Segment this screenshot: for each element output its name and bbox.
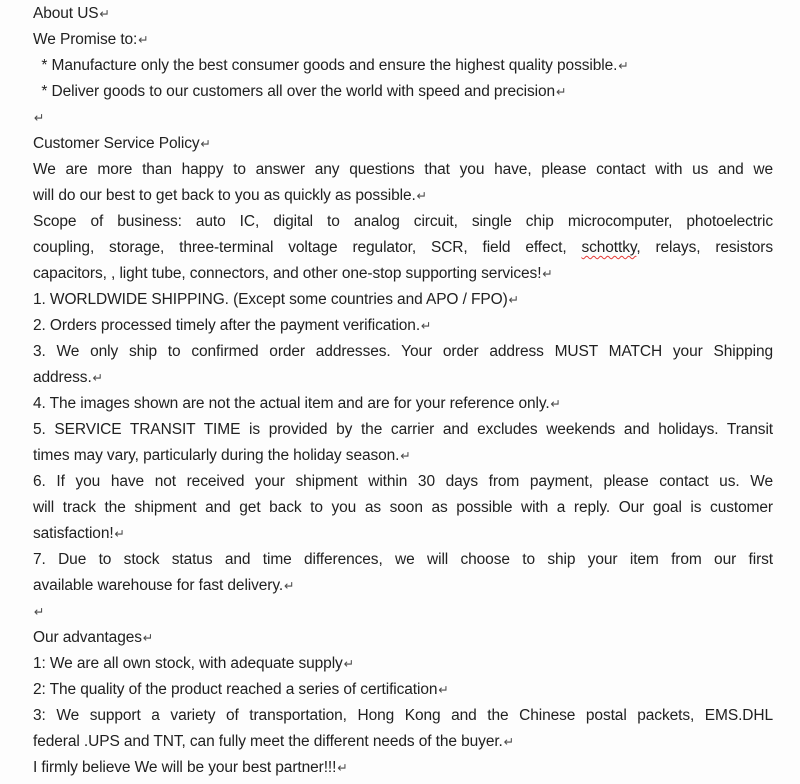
paragraph: [33, 1, 773, 27]
text-run: satisfaction!: [33, 525, 114, 542]
text-run: 1. WORLDWIDE SHIPPING. (Except some countries and APO / FPO): [33, 291, 508, 308]
paragraph-mark-icon: ↵: [400, 448, 411, 463]
text-run: Our advantages: [33, 629, 142, 646]
text-run: Customer Service Policy: [33, 135, 200, 152]
paragraph: [33, 287, 773, 313]
paragraph-mark-icon: ↵: [556, 84, 567, 99]
paragraph-mark-icon: ↵: [550, 396, 562, 411]
text-line: [33, 729, 773, 755]
misspelled-word: schottky: [581, 239, 637, 256]
text-line: [33, 27, 773, 53]
paragraph: [33, 417, 773, 469]
text-run: 6. If you have not received your shipment within 30 days from payment, please contact us. We: [33, 473, 773, 490]
text-run: * Deliver goods to our customers all over the world with speed and precision: [33, 83, 556, 100]
paragraph: [33, 625, 773, 651]
text-line: [33, 339, 773, 365]
text-line: [33, 261, 773, 287]
text-line: [33, 755, 773, 781]
paragraph: [33, 131, 773, 157]
paragraph: [33, 469, 773, 547]
paragraph-mark-icon: ↵: [200, 136, 212, 151]
text-run: About US: [33, 5, 99, 22]
text-line: [33, 1, 773, 27]
text-line: [33, 79, 773, 105]
paragraph-mark-icon: ↵: [99, 6, 111, 21]
text-line: [33, 183, 773, 209]
text-run: , relays, resistors: [636, 239, 773, 256]
text-run: times may vary, particularly during the holiday season.: [33, 447, 400, 464]
text-run: 1: We are all own stock, with adequate supply: [33, 655, 343, 672]
paragraph-mark-icon: ↵: [416, 188, 428, 203]
paragraph-mark-icon: ↵: [343, 656, 355, 671]
text-run: 4. The images shown are not the actual item and are for your reference only.: [33, 395, 550, 412]
text-run: available warehouse for fast delivery.: [33, 577, 284, 594]
paragraph-mark-icon: ↵: [34, 604, 45, 619]
paragraph: [33, 157, 773, 209]
text-run: I firmly believe We will be your best partner!!!: [33, 759, 337, 776]
text-line: [33, 391, 773, 417]
text-line: [33, 599, 773, 625]
paragraph-mark-icon: ↵: [508, 292, 520, 307]
text-run: We Promise to:: [33, 31, 138, 48]
paragraph-mark-icon: ↵: [138, 32, 149, 47]
paragraph-mark-icon: ↵: [503, 734, 515, 749]
text-line: [33, 651, 773, 677]
paragraph: [33, 651, 773, 677]
paragraph-mark-icon: ↵: [114, 526, 126, 541]
text-line: [33, 521, 773, 547]
text-line: [33, 105, 773, 131]
paragraph-mark-icon: ↵: [438, 682, 449, 697]
paragraph: [33, 677, 773, 703]
paragraph-mark-icon: ↵: [618, 58, 629, 73]
paragraph: [33, 53, 773, 79]
text-run: federal .UPS and TNT, can fully meet the different needs of the buyer.: [33, 733, 503, 750]
text-line: [33, 235, 773, 261]
text-run: address.: [33, 369, 92, 386]
paragraph: [33, 755, 773, 781]
text-line: [33, 209, 773, 235]
text-line: [33, 53, 773, 79]
paragraph: [33, 339, 773, 391]
paragraph-mark-icon: ↵: [542, 266, 553, 281]
paragraph-mark-icon: ↵: [34, 110, 45, 125]
text-run: Scope of business: auto IC, digital to analog circuit, single chip microcomputer, photoelectric: [33, 213, 773, 230]
paragraph: [33, 391, 773, 417]
paragraph: [33, 209, 773, 287]
text-line: [33, 443, 773, 469]
text-run: 3: We support a variety of transportation, Hong Kong and the Chinese postal packets, EMS.DHL: [33, 707, 773, 724]
text-run: will track the shipment and get back to you as soon as possible with a reply. Our goal is customer: [33, 499, 773, 516]
text-run: We are more than happy to answer any questions that you have, please contact with us and we: [33, 161, 773, 178]
text-run: capacitors, , light tube, connectors, and other one-stop supporting services!: [33, 265, 542, 282]
text-run: * Manufacture only the best consumer goods and ensure the highest quality possible.: [33, 57, 618, 74]
text-line: [33, 625, 773, 651]
text-line: [33, 495, 773, 521]
paragraph: [33, 79, 773, 105]
text-line: [33, 157, 773, 183]
paragraph-mark-icon: ↵: [337, 760, 348, 775]
text-run: 3. We only ship to confirmed order addresses. Your order address MUST MATCH your Shipping: [33, 343, 773, 360]
paragraph: [33, 105, 773, 131]
text-line: [33, 573, 773, 599]
text-run: 2. Orders processed timely after the payment verification.: [33, 317, 421, 334]
text-line: [33, 313, 773, 339]
text-line: [33, 677, 773, 703]
text-line: [33, 365, 773, 391]
text-line: [33, 547, 773, 573]
paragraph: [33, 599, 773, 625]
paragraph: [33, 313, 773, 339]
text-run: 7. Due to stock status and time differences, we will choose to ship your item from our first: [33, 551, 773, 568]
text-line: [33, 417, 773, 443]
text-run: will do our best to get back to you as quickly as possible.: [33, 187, 416, 204]
paragraph: [33, 703, 773, 755]
text-line: [33, 131, 773, 157]
paragraph-mark-icon: ↵: [284, 578, 295, 593]
text-line: [33, 469, 773, 495]
text-line: [33, 703, 773, 729]
text-line: [33, 287, 773, 313]
text-run: 5. SERVICE TRANSIT TIME is provided by the carrier and excludes weekends and holidays. Transit: [33, 421, 773, 438]
paragraph-mark-icon: ↵: [421, 318, 432, 333]
paragraph: [33, 547, 773, 599]
paragraph: [33, 27, 773, 53]
paragraph-mark-icon: ↵: [92, 370, 104, 385]
text-run: 2: The quality of the product reached a series of certification: [33, 681, 438, 698]
paragraph-mark-icon: ↵: [142, 630, 154, 645]
text-run: coupling, storage, three-terminal voltage regulator, SCR, field effect,: [33, 239, 582, 256]
